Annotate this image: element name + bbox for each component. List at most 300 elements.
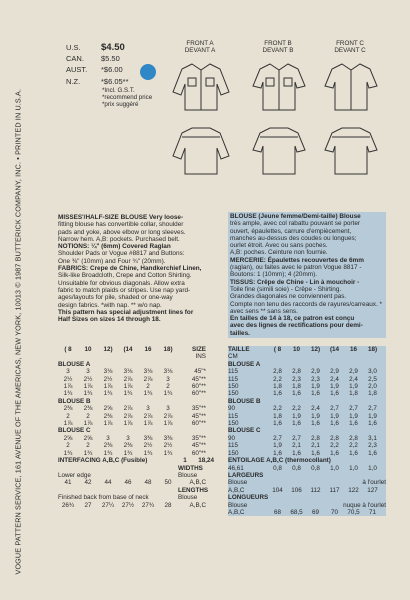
blouse-a-front-drawing <box>172 60 230 112</box>
yardage-value: 1,9 <box>292 412 301 420</box>
view-label-en: FRONT A <box>186 40 214 47</box>
yardage-value: 1,9 <box>311 383 320 391</box>
description-line: Half Sizes on sizes 14 through 18. <box>58 316 161 324</box>
description-line: (raglan), ou faites avec le patron Vogue 8817 - <box>230 264 362 272</box>
yardage-value: 2⅝ <box>103 405 113 413</box>
width-value: 112 <box>310 486 321 494</box>
yardage-value: 2,2 <box>330 442 339 450</box>
table-header-row <box>228 346 386 353</box>
lengths-right: nuque à l'ourlet <box>343 501 386 509</box>
yardage-value: 3 <box>106 434 110 442</box>
yardage-value: 1¾ <box>83 449 93 457</box>
price-value: $4.50 <box>101 42 125 53</box>
widths-header <box>228 472 386 479</box>
yardage-value: 1,8 <box>292 383 301 391</box>
description-line: très ample, avec col rabattu pouvant se porter <box>230 220 361 228</box>
widths-row <box>58 479 226 486</box>
section-title: BLOUSE B <box>228 397 261 405</box>
yardage-value: 1,6 <box>311 449 320 457</box>
yardage-value: 1,9 <box>330 383 339 391</box>
size-header: (14 <box>123 346 133 353</box>
description-line: design fabrics. *with nap. ** w/o nap. <box>58 301 162 309</box>
yardage-value: 3 <box>146 405 150 413</box>
yardage-value: 3⅛ <box>163 368 173 376</box>
yardage-value: 2 <box>86 442 90 450</box>
side-publisher-text: VOGUE PATTERN SERVICE, 161 AVENUE OF THE AMERICAS, NEW YORK, 10013 © 1987 BUTTERICK COMPANY, INC. • PRINTED IN U.S.A. <box>13 88 23 575</box>
fabric-width: 45"** <box>191 412 206 420</box>
interfacing-values <box>228 465 386 472</box>
widths-header <box>58 465 226 472</box>
view-label-en: FRONT C <box>336 40 364 47</box>
table-row <box>228 442 386 449</box>
table-row <box>228 435 386 442</box>
interfacing-label: INTERFACING A,B,C (Fusible) <box>58 457 148 465</box>
table-row <box>228 376 386 383</box>
yardage-value: 2⅞ <box>143 412 153 420</box>
yardage-value: 2 <box>66 442 70 450</box>
description-line: BLOUSE (Jeune femme/Demi-taille) Blouse <box>230 213 361 220</box>
yardage-value: 2⅜ <box>83 405 93 413</box>
yardage-value: 1,9 <box>368 412 377 420</box>
yardage-value: 1,6 <box>330 420 339 428</box>
table-row <box>228 413 386 420</box>
interfacing-row: ENTOILAGE A,B,C (thermocollant) <box>228 457 331 465</box>
yardage-value: 2,7 <box>368 405 377 413</box>
lengths-abc: A,B,C <box>228 508 245 516</box>
yardage-value: 1⅞ <box>103 383 113 391</box>
price-note: *prix suggéré <box>102 100 139 108</box>
table-row <box>228 450 386 457</box>
yardage-value: 2,9 <box>311 368 320 376</box>
price-region: N.Z. <box>66 76 81 86</box>
fabric-width: 60"** <box>191 390 206 398</box>
fabric-width: 45"** <box>191 442 206 450</box>
yardage-value: 1,6 <box>273 420 282 428</box>
yardage-value: 2⅞ <box>123 412 133 420</box>
table-row <box>58 390 226 397</box>
table-row <box>58 383 226 390</box>
yardage-value: 3⅛ <box>143 368 153 376</box>
price-value: $5.50 <box>101 54 120 64</box>
yardage-value: 1,6 <box>368 420 377 428</box>
price-region: CAN. <box>66 54 84 64</box>
interfacing-value: 1,0 <box>368 464 377 472</box>
yardage-value: 1⅞ <box>143 420 153 428</box>
yardage-value: 2,7 <box>330 405 339 413</box>
interfacing-value: 0,8 <box>311 464 320 472</box>
yardage-value: 1¾ <box>123 449 133 457</box>
length-value: 70,5 <box>347 508 360 516</box>
yardage-value: 2⅞ <box>143 375 153 383</box>
interfacing-value: 1,0 <box>330 464 339 472</box>
yardage-value: 1¾ <box>143 390 153 398</box>
yardage-value: 3 <box>126 434 130 442</box>
description-line: ourlet étroit. Avec ou sans poches. <box>230 242 328 250</box>
lengths-label: LENGTHS <box>178 486 209 494</box>
fabric-width: 45"* <box>194 368 206 376</box>
yardage-value: 2 <box>66 412 70 420</box>
yardage-value: 1⅞ <box>63 420 73 428</box>
blouse-c-back-drawing <box>322 124 380 176</box>
view-label-fr: DEVANT C <box>334 47 366 54</box>
yardage-value: 3⅛ <box>123 368 133 376</box>
yardage-value: 2½ <box>143 442 153 450</box>
description-line: FABRICS: Crepe de Chine, Handkerchief Linen, <box>58 265 202 273</box>
description-line: Silk-like Broadcloth, Crepe and Cotton Shirting. <box>58 272 192 280</box>
description-line: fitting blouse has convertible collar, shoulder <box>58 221 184 229</box>
lengths-title: Finished back from base of neck <box>58 494 149 502</box>
price-value: *$6.00 <box>101 65 123 75</box>
fabric-width: 115 <box>228 368 239 376</box>
interfacing-value: 1 <box>183 457 187 465</box>
blouse-a-back-drawing <box>172 124 230 176</box>
yardage-value: 1,6 <box>273 390 282 398</box>
section-title: BLOUSE A <box>228 360 261 368</box>
fabric-width: 115 <box>228 412 239 420</box>
yardage-value: 2⅜ <box>103 442 113 450</box>
description-line: NOTIONS: ¼" (6mm) Covered Raglan <box>58 243 171 251</box>
yardage-value: 1,8 <box>273 383 282 391</box>
price-list <box>66 42 152 108</box>
fabric-width: 150 <box>228 390 239 398</box>
units-row <box>58 353 226 360</box>
yardage-value: 1⅞ <box>123 420 133 428</box>
size-header: 10 <box>292 346 300 353</box>
fabric-width: 60"** <box>191 449 206 457</box>
yardage-value: 1,9 <box>273 442 282 450</box>
yardage-value: 1,6 <box>368 449 377 457</box>
length-value: 68 <box>273 508 281 516</box>
size-header: 18) <box>367 346 378 353</box>
description-line: Shoulder Pads or Vogue #8817 and Buttons: <box>58 250 185 258</box>
description-french <box>228 212 386 338</box>
yardage-value: 3,1 <box>368 434 377 442</box>
yardage-value: 2½ <box>63 375 73 383</box>
yardage-value: 3,0 <box>368 368 377 376</box>
length-value: 69 <box>311 508 319 516</box>
widths-abc: A,B,C <box>189 479 206 487</box>
table-row <box>58 413 226 420</box>
fabric-width: 115 <box>228 375 239 383</box>
view-label-fr: DEVANT B <box>262 47 294 54</box>
width-value: 117 <box>329 486 340 494</box>
lengths-sub: Blouse <box>178 494 198 502</box>
yardage-value: 2⅞ <box>123 375 133 383</box>
lengths-header <box>58 487 226 494</box>
units-label: INS <box>195 353 206 361</box>
yardage-value: 2 <box>146 383 150 391</box>
yardage-value: 2,4 <box>311 405 320 413</box>
interfacing-width: 18,24 <box>198 457 214 465</box>
fabric-width: 150 <box>228 383 239 391</box>
yardage-value: 2,8 <box>349 434 358 442</box>
yardage-value: 3 <box>166 405 170 413</box>
yardage-value: 1⅞ <box>83 383 93 391</box>
widths-abc: A,B,C <box>228 486 245 494</box>
yardage-value: 1⅞ <box>163 420 173 428</box>
size-header: 16 <box>349 346 357 353</box>
description-line: En tailles de 14 à 18, ce patron est conçu <box>230 315 355 323</box>
view-label-a <box>170 40 230 54</box>
description-line: MISSES'/HALF-SIZE BLOUSE Very loose- <box>58 214 184 221</box>
size-header: (14 <box>329 346 340 353</box>
interfacing-value: 1,0 <box>349 464 358 472</box>
table-row <box>228 383 386 390</box>
yardage-value: 3⅛ <box>103 368 113 376</box>
price-note: *recommend price <box>102 93 153 101</box>
length-value: 27 <box>84 501 92 509</box>
table-row <box>58 435 226 442</box>
description-line: This pattern has special adjustment lines for <box>58 308 194 316</box>
fabric-width: 90 <box>228 405 236 413</box>
view-label-c <box>320 40 380 54</box>
table-row <box>58 368 226 375</box>
yardage-value: 2⅝ <box>83 434 93 442</box>
yardage-value: 1,6 <box>292 420 301 428</box>
table-row <box>58 420 226 427</box>
length-value: 70 <box>330 508 338 516</box>
length-value: 27½ <box>121 501 135 509</box>
yardage-value: 2,3 <box>311 375 320 383</box>
price-region: U.S. <box>66 43 81 52</box>
view-label-en: FRONT B <box>264 40 292 47</box>
yardage-value: 1¾ <box>83 390 93 398</box>
yardage-value: 2,8 <box>273 368 282 376</box>
section-title: BLOUSE C <box>228 427 261 435</box>
blouse-b-back-drawing <box>250 124 308 176</box>
yardage-value: 1⅞ <box>83 420 93 428</box>
yardage-value: 2,7 <box>349 405 358 413</box>
yardage-value: 1¾ <box>163 449 173 457</box>
yardage-value: 1¾ <box>63 390 73 398</box>
length-value: 71 <box>368 508 376 516</box>
size-header: 16 <box>144 346 152 353</box>
yardage-value: 2,7 <box>273 434 282 442</box>
description-line: Boutons: 1 (10mm); 4 (20mm). <box>230 271 318 279</box>
yardage-value: 2 <box>86 412 90 420</box>
yardage-value: 1,6 <box>311 390 320 398</box>
yardage-value: 2,2 <box>273 405 282 413</box>
lengths-abc: A,B,C <box>189 501 206 509</box>
length-value: 27¾ <box>141 501 155 509</box>
lengths-row <box>228 509 386 516</box>
yardage-value: 1⅞ <box>103 420 113 428</box>
fabric-width: 150 <box>228 420 239 428</box>
description-line: manches au-dessus des coudes ou longues; <box>230 234 357 242</box>
width-value: 104 <box>272 486 283 494</box>
table-row <box>228 368 386 375</box>
yardage-value: 2,7 <box>292 434 301 442</box>
yardage-value: 1,6 <box>349 449 358 457</box>
yardage-value: 1,8 <box>273 412 282 420</box>
yardage-value: 1,6 <box>273 449 282 457</box>
blouse-b-front-drawing <box>250 60 308 112</box>
table-row <box>228 420 386 427</box>
width-value: 46 <box>124 479 132 487</box>
length-value: 68,5 <box>290 508 303 516</box>
lengths-sub: Blouse <box>228 501 248 509</box>
yardage-value: 1,6 <box>292 449 301 457</box>
yardage-value: 1¾ <box>123 390 133 398</box>
size-header: ( 8 <box>64 346 72 353</box>
fabric-width: 35"** <box>191 405 206 413</box>
width-value: 42 <box>84 479 92 487</box>
size-header: 10 <box>84 346 92 353</box>
widths-label: WIDTHS <box>178 464 203 472</box>
yardage-value: 2½ <box>83 375 93 383</box>
length-value: 26¾ <box>61 501 75 509</box>
yardage-value: 1,8 <box>349 390 358 398</box>
size-header: 18) <box>163 346 173 353</box>
table-row <box>58 450 226 457</box>
yardage-value: 1,6 <box>349 420 358 428</box>
price-region: AUST. <box>66 65 88 75</box>
width-value: 122 <box>348 486 359 494</box>
yardage-value: 1⅞ <box>123 383 133 391</box>
yardage-value: 2½ <box>163 442 173 450</box>
yardage-value: 1,9 <box>349 412 358 420</box>
description-line: tailles. <box>230 329 250 337</box>
blouse-c-front-drawing <box>322 60 380 112</box>
yardage-value: 3 <box>166 375 170 383</box>
widths-sub: Blouse <box>228 479 248 487</box>
width-value: 50 <box>164 479 172 487</box>
lengths-label: LONGUEURS <box>228 494 269 502</box>
section-title: BLOUSE C <box>58 427 91 435</box>
yardage-value: 1,6 <box>311 420 320 428</box>
yardage-value: 2,5 <box>368 375 377 383</box>
price-value: *$6.05** <box>101 76 129 86</box>
table-row <box>228 405 386 412</box>
blue-dot-marker <box>140 64 156 80</box>
yardage-value: 2,2 <box>273 375 282 383</box>
width-value: 106 <box>291 486 302 494</box>
width-value: 41 <box>64 479 72 487</box>
size-label: TAILLE <box>228 346 250 353</box>
table-row <box>58 442 226 449</box>
yardage-value: 3⅜ <box>143 434 153 442</box>
yardage-table-french <box>228 346 386 516</box>
fabric-width: 60"** <box>191 420 206 428</box>
lengths-header <box>228 494 386 501</box>
yardage-value: 2,2 <box>349 442 358 450</box>
yardage-value: 2⅝ <box>63 434 73 442</box>
width-value: 127 <box>367 486 378 494</box>
lengths-title <box>228 502 386 509</box>
units-row <box>228 353 386 360</box>
table-header-row <box>58 346 226 353</box>
yardage-value: 2⅜ <box>63 405 73 413</box>
yardage-value: 2 <box>166 383 170 391</box>
yardage-value: 2,8 <box>311 434 320 442</box>
description-line: ouvert, épaulettes, carrure d'empiècement, <box>230 227 352 235</box>
yardage-value: 3⅜ <box>163 434 173 442</box>
yardage-value: 1,9 <box>349 383 358 391</box>
yardage-value: 2⅜ <box>123 442 133 450</box>
description-line: Compte non tenu des raccords de rayures/carreaux. * avec sens ** sans sens. <box>230 300 383 315</box>
yardage-value: 2,1 <box>311 442 320 450</box>
yardage-table-english <box>58 346 226 509</box>
length-value: 28 <box>164 501 172 509</box>
fabric-width: 115 <box>228 442 239 450</box>
description-line: TISSUS: Crêpe de Chine - Lin à mouchoir - <box>230 278 360 286</box>
yardage-value: 1,6 <box>330 390 339 398</box>
interfacing-row <box>58 457 226 464</box>
yardage-value: 1,6 <box>292 390 301 398</box>
price-note: *Incl. G.S.T. <box>102 86 135 94</box>
fabric-width: 45"** <box>191 375 206 383</box>
table-row <box>58 405 226 412</box>
yardage-value: 2,3 <box>368 442 377 450</box>
yardage-value: 1¾ <box>103 390 113 398</box>
yardage-value: 2,3 <box>292 375 301 383</box>
description-line: One ⅜" (10mm) and Four ¾" (20mm). <box>58 257 166 265</box>
view-label-b <box>248 40 308 54</box>
yardage-value: 2,8 <box>292 368 301 376</box>
yardage-value: 3 <box>86 368 90 376</box>
yardage-value: 1¾ <box>103 449 113 457</box>
widths-sub: Blouse <box>178 471 198 479</box>
size-label: SIZE <box>192 346 206 353</box>
description-line: MERCERIE: Épaulettes recouvertes de 6mm <box>230 256 364 264</box>
yardage-value: 1,9 <box>311 412 320 420</box>
description-line: avec des lignes de rectifications pour demi- <box>230 322 363 330</box>
size-header: 12) <box>310 346 321 353</box>
fabric-width: 90 <box>228 434 236 442</box>
yardage-value: 2⅞ <box>123 405 133 413</box>
fabric-width: 150 <box>228 449 239 457</box>
description-line: Unsuitable for obvious diagonals. Allow extra <box>58 279 185 287</box>
yardage-value: 1⅞ <box>63 383 73 391</box>
length-value: 27¼ <box>101 501 115 509</box>
yardage-value: 2½ <box>103 375 113 383</box>
yardage-value: 2,1 <box>292 442 301 450</box>
lengths-row <box>58 502 226 509</box>
interfacing-width: 46,61 <box>228 464 244 472</box>
size-header: ( 8 <box>273 346 282 353</box>
view-label-fr: DEVANT A <box>184 47 216 54</box>
section-title: BLOUSE A <box>58 360 91 368</box>
yardage-value: 1,6 <box>330 449 339 457</box>
widths-row <box>228 487 386 494</box>
widths-right: à l'ourlet <box>362 479 386 487</box>
description-line: Grandes diagonales ne conviennent pas. <box>230 293 347 301</box>
description-line: ages/layouts for pile, shaded or one-way <box>58 294 173 302</box>
yardage-value: 2,9 <box>330 368 339 376</box>
yardage-value: 1,8 <box>368 390 377 398</box>
description-line: Narrow hem. A,B: pockets. Purchased belt. <box>58 235 180 243</box>
description-english <box>58 214 226 323</box>
yardage-value: 1,9 <box>330 412 339 420</box>
yardage-value: 1¾ <box>143 449 153 457</box>
size-header: 12) <box>103 346 113 353</box>
yardage-value: 3 <box>66 368 70 376</box>
lengths-title <box>58 494 226 501</box>
interfacing-value: 0,8 <box>273 464 282 472</box>
yardage-value: 2⅜ <box>103 412 113 420</box>
table-row <box>228 390 386 397</box>
yardage-value: 2,8 <box>330 434 339 442</box>
widths-label: LARGEURS <box>228 471 264 479</box>
widths-title: Lower edge <box>58 471 91 479</box>
description-line: pads and yoke, above elbow or long sleeves. <box>58 228 186 236</box>
yardage-value: 2,0 <box>368 383 377 391</box>
section-title: BLOUSE B <box>58 397 91 405</box>
widths-title <box>58 472 226 479</box>
width-value: 44 <box>104 479 112 487</box>
interfacing-value: 0,8 <box>292 464 301 472</box>
yardage-value: 2,4 <box>330 375 339 383</box>
